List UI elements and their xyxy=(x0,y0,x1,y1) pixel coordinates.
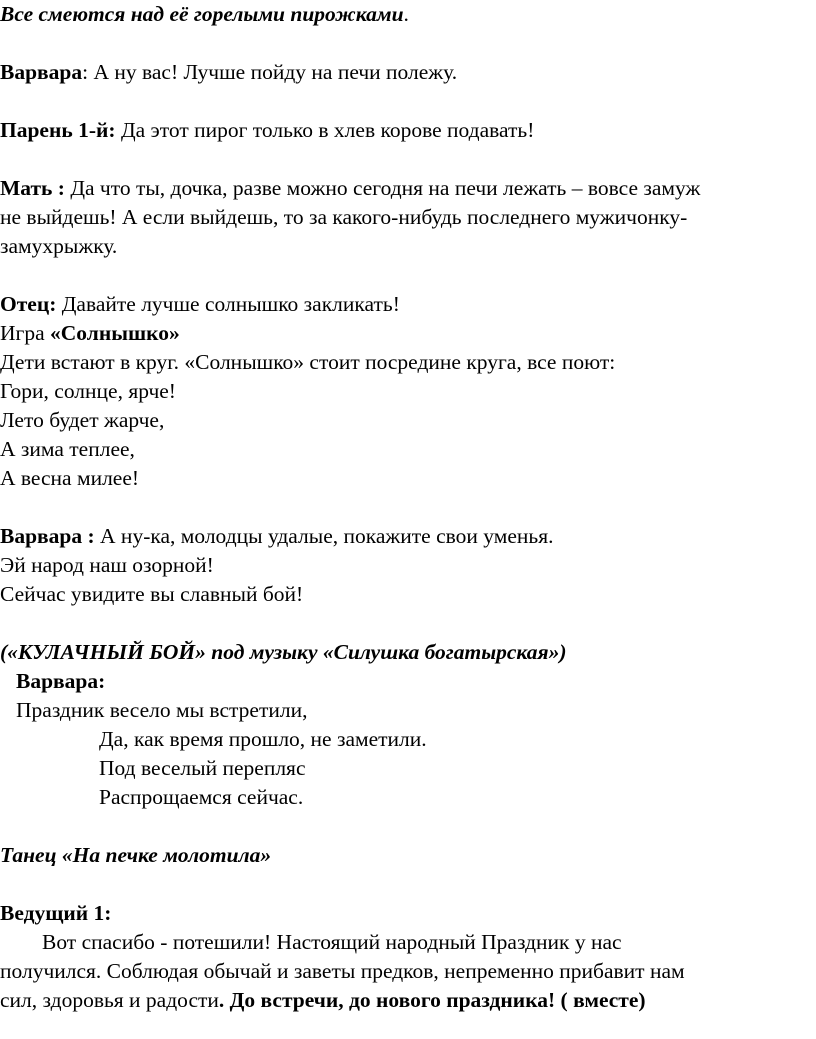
song-line-3: А зима теплее, xyxy=(0,437,135,461)
game-title-line xyxy=(0,319,180,348)
stage-direction-text: Все смеются над её горелыми пирожками xyxy=(0,2,404,26)
line-mat-cont-2: замухрыжку. xyxy=(0,234,118,258)
closing-line-2: получился. Соблюдая обычай и заветы предков, непременно прибавит нам xyxy=(0,959,685,983)
speaker-vedushchiy: Ведущий 1: xyxy=(0,901,112,925)
speaker-varvara: Варвара : xyxy=(0,524,95,548)
line-mat-cont-1: не выйдешь! А если выйдешь, то за какого-нибудь последнего мужичонку- xyxy=(0,205,688,229)
speaker-varvara-3: Варвара: xyxy=(16,669,106,693)
line-text: : А ну вас! Лучше пойду на печи полежу. xyxy=(82,60,458,84)
line-text: Да этот пирог только в хлев корове подавать! xyxy=(115,118,535,142)
line-varvara-2-cont-2: Сейчас увидите вы славный бой! xyxy=(0,582,304,606)
line-text: А ну-ка, молодцы удалые, покажите свои уменья. xyxy=(94,524,554,548)
line-paren xyxy=(0,116,534,145)
line-otets xyxy=(0,290,400,319)
verse-line-3: Под веселый перепляс xyxy=(99,756,306,780)
game-description: Дети встают в круг. «Солнышко» стоит посредине круга, все поют: xyxy=(0,350,616,374)
line-varvara-2 xyxy=(0,522,553,551)
speaker-otets: Отец: xyxy=(0,292,57,316)
game-label: Игра xyxy=(0,321,51,345)
line-mat xyxy=(0,174,700,203)
song-line-4: А весна милее! xyxy=(0,466,140,490)
stage-direction-dance: Танец «На печке молотила» xyxy=(0,843,272,867)
song-line-1: Гори, солнце, ярче! xyxy=(0,379,176,403)
song-line-2: Лето будет жарче, xyxy=(0,408,165,432)
line-varvara-1 xyxy=(0,58,457,87)
speaker-varvara: Варвара xyxy=(0,60,83,84)
closing-line-3 xyxy=(0,986,646,1015)
stage-direction-fight: («КУЛАЧНЫЙ БОЙ» под музыку «Силушка богатырская») xyxy=(0,640,567,664)
verse-line-2: Да, как время прошло, не заметили. xyxy=(99,727,427,751)
verse-line-1: Праздник весело мы встретили, xyxy=(16,698,308,722)
line-text: Давайте лучше солнышко закликать! xyxy=(56,292,400,316)
speaker-mat: Мать : xyxy=(0,176,65,200)
line-varvara-2-cont-1: Эй народ наш озорной! xyxy=(0,553,214,577)
closing-text: сил, здоровья и радости xyxy=(0,988,219,1012)
stage-direction-1 xyxy=(0,0,409,29)
stage-direction-period: . xyxy=(403,2,409,26)
closing-line-1: Вот спасибо - потешили! Настоящий народный Праздник у нас xyxy=(42,930,622,954)
speaker-paren: Парень 1-й: xyxy=(0,118,116,142)
game-title: «Солнышко» xyxy=(50,321,180,345)
verse-line-4: Распрощаемся сейчас. xyxy=(99,785,304,809)
line-text: Да что ты, дочка, разве можно сегодня на печи лежать – вовсе замуж xyxy=(64,176,701,200)
closing-farewell: . До встречи, до нового праздника! ( вместе) xyxy=(218,988,646,1012)
